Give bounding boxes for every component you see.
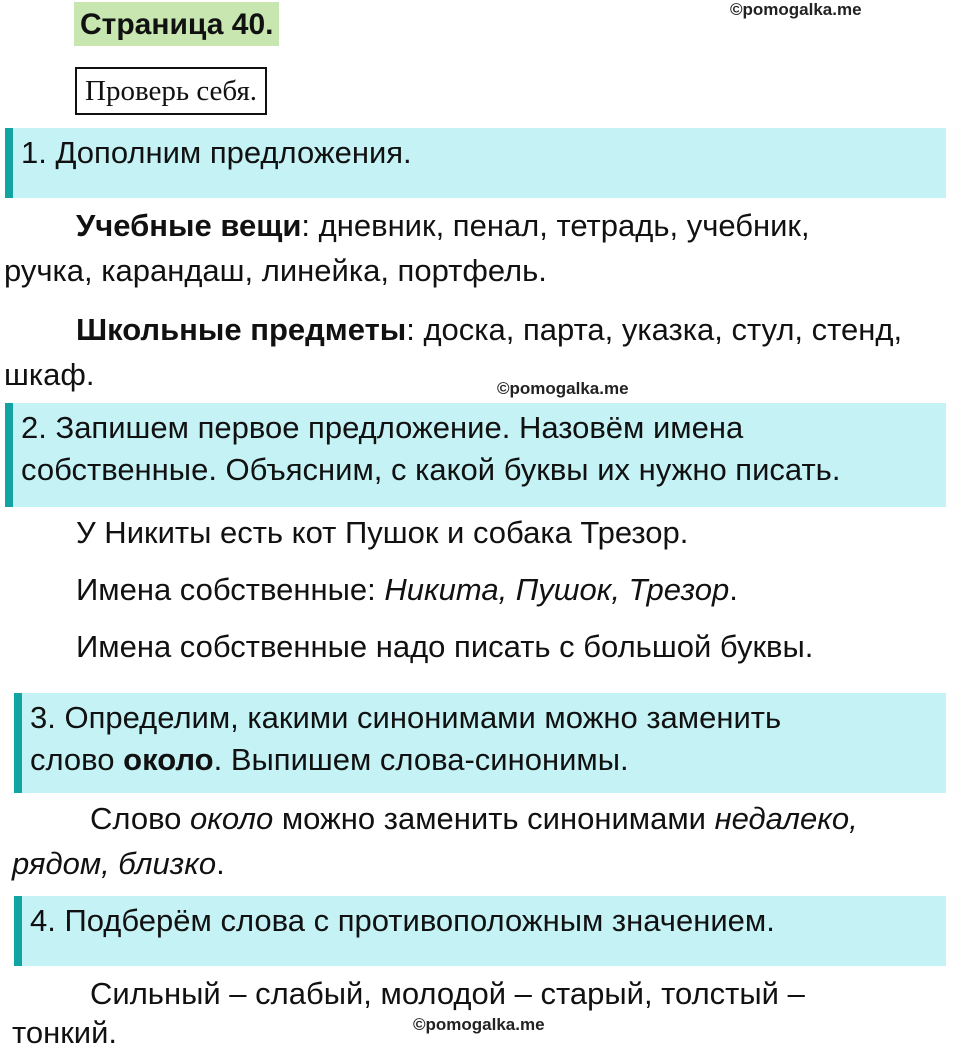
task2-heading-line1: 2. Запишем первое предложение. Назовём имена [21, 410, 744, 445]
task3-answer-synonym1: недалеко, [714, 801, 858, 836]
task2-names-list: Никита, Пушок, Трезор [384, 572, 730, 607]
task3-heading-box [14, 693, 946, 793]
task2-rule: Имена собственные надо писать с большой буквы. [76, 629, 814, 664]
task1-line3-label: Школьные предметы [76, 312, 407, 347]
task3-heading-word: около [123, 742, 214, 777]
task1-heading: 1. Дополним предложения. [21, 135, 412, 170]
task2-heading-line2: собственные. Объясним, с какой буквы их нужно писать. [21, 452, 841, 487]
task1-line1 [76, 206, 810, 246]
task2-names-prefix: Имена собственные: [76, 572, 385, 607]
task3-heading-line1: 3. Определим, какими синонимами можно заменить [30, 700, 782, 735]
task4-answer-line1: Сильный – слабый, молодой – старый, толстый – [90, 976, 805, 1011]
task4-heading: 4. Подберём слова с противоположным значением. [30, 903, 775, 938]
task2-names-suffix: . [729, 572, 738, 607]
watermark-top: ©pomogalka.me [730, 0, 862, 19]
page-title: Страница 40. [74, 2, 279, 46]
task3-answer-end: . [216, 846, 225, 881]
task1-line2: ручка, карандаш, линейка, портфель. [4, 253, 547, 288]
task3-answer-synonyms: рядом, близко [12, 846, 217, 881]
task3-answer-line1 [90, 799, 858, 839]
task1-heading-box [5, 128, 946, 198]
check-yourself-box: Проверь себя. [75, 67, 267, 115]
task2-names [76, 570, 738, 610]
watermark-middle: ©pomogalka.me [497, 379, 629, 398]
task3-answer-word: около [190, 801, 274, 836]
task4-answer-line2: тонкий. [12, 1015, 118, 1050]
task3-heading-line2 [30, 739, 946, 781]
task1-line4: шкаф. [4, 357, 95, 392]
task3-answer-mid: можно заменить синонимами [273, 801, 715, 836]
watermark-bottom: ©pomogalka.me [413, 1015, 545, 1034]
task3-heading-prefix: слово [30, 742, 124, 777]
task3-answer-line2 [12, 844, 225, 884]
task2-sentence: У Никиты есть кот Пушок и собака Трезор. [76, 515, 689, 550]
task1-line1-label: Учебные вещи [76, 208, 302, 243]
task2-heading-box [5, 403, 946, 507]
task1-line3-text: : доска, парта, указка, стул, стенд, [406, 312, 903, 347]
task3-heading-suffix: . Выпишем слова-синонимы. [213, 742, 629, 777]
task1-line1-text: : дневник, пенал, тетрадь, учебник, [301, 208, 810, 243]
task4-heading-box [14, 896, 946, 966]
task3-answer-prefix: Слово [90, 801, 191, 836]
task1-line3 [76, 310, 902, 350]
